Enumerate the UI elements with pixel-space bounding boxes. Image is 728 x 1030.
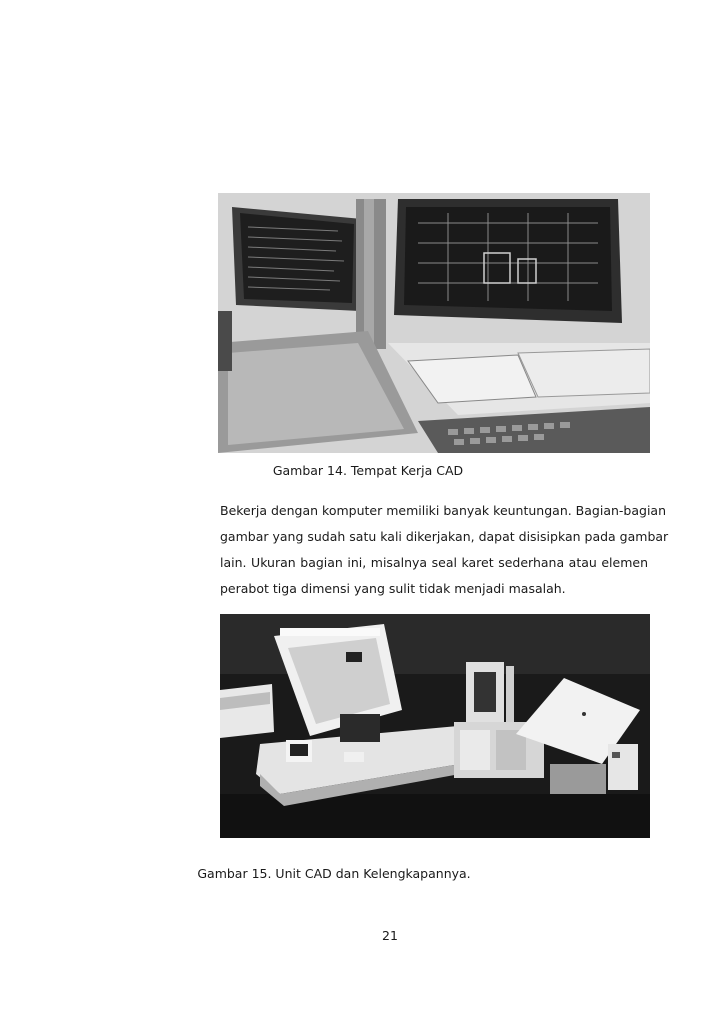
figure-15-caption (0, 866, 728, 881)
paragraph-line: lain. Ukuran bagian ini, misalnya seal karet sederhana atau elemen (220, 555, 648, 570)
paragraph-line: gambar yang sudah satu kali dikerjakan, dapat disisipkan pada gambar (220, 529, 669, 544)
cad-workstation-photo (218, 193, 650, 453)
page-number (0, 928, 728, 943)
figure-14-caption (0, 463, 728, 478)
paragraph-line: perabot tiga dimensi yang sulit tidak menjadi masalah. (220, 581, 566, 596)
page-number-text: 21 (382, 928, 398, 943)
figure-15-caption-text: Gambar 15. Unit CAD dan Kelengkapannya. (197, 866, 471, 881)
body-paragraph (220, 498, 669, 602)
cad-unit-photo (220, 614, 650, 838)
paragraph-line: Bekerja dengan komputer memiliki banyak keuntungan. Bagian-bagian (220, 503, 667, 518)
figure-14-caption-text: Gambar 14. Tempat Kerja CAD (272, 463, 464, 478)
